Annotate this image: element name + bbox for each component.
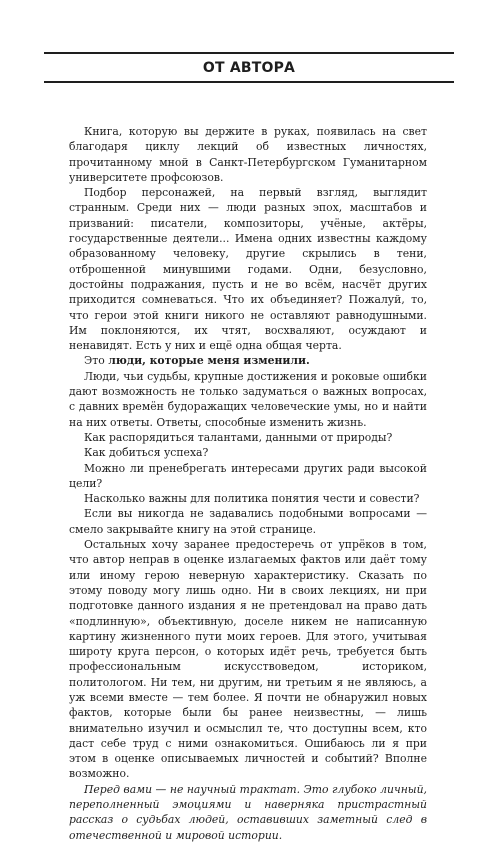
chapter-title: ОТ АВТОРА <box>202 60 296 76</box>
question-talents: Как распорядиться талантами, данными от природы? <box>84 430 393 444</box>
body-text <box>69 124 427 843</box>
paragraph-people: Люди, чьи судьбы, крупные достижения и роковые ошибки дают возможность не только задуматься о важных вопросах, с давних времён будоражащих человеческие умы, но и найти на них ответы. Ответы, способные изменить жизнь. <box>69 369 427 429</box>
common-trait-bold: люди, которые меня изменили. <box>108 354 310 368</box>
paragraph-disclaimer: Остальных хочу заранее предостеречь от упрёков в том, что автор неправ в оценке излагаемых фактов или даёт тому или иному герою неверную характеристику. Сказать по этому поводу могу лишь одно. Ни в своих лекциях, ни при подготовке данного издания я не претендовал на право дать «подлинную», объективную, доселе никем не написанную картину жизненного пути моих героев. Для этого, учитывая широту круга персон, о которых идёт речь, требуется быть профессиональным искусствоведом, историком, политологом. Ни тем, ни другим, ни третьим я не являюсь, а уж всеми вместе — тем более. Я почти не обнаружил новых фактов, которые были бы ранее неизвестны, — лишь внимательно изучил и осмыслил те, что доступны всем, кто даст себе труд с ними ознакомиться. Ошибаюсь ли я при этом в оценке описываемых личностей и событий? Вполне возможно. <box>69 538 427 781</box>
common-trait-prefix: Это <box>84 354 105 368</box>
question-success: Как добиться успеха? <box>84 446 209 460</box>
paragraph-intro: Книга, которую вы держите в руках, появилась на свет благодаря циклу лекций об известных личностях, прочитанному мной в Санкт-Петербургском Гуманитарном университете профсоюзов. <box>69 125 427 184</box>
paragraph-common-trait <box>69 353 427 368</box>
chapter-header <box>44 52 454 83</box>
paragraph-not-treatise: Перед вами — не научный трактат. Это глубоко личный, переполненный эмоциями и наверняка пристрастный рассказ о судьбах людей, оставивших заметный след в отечественной и мировой истории. <box>69 782 427 842</box>
paragraph-characters: Подбор персонажей, на первый взгляд, выглядит странным. Среди них — люди разных эпох, масштабов и призваний: писатели, композиторы, учёные, актёры, государственные деятели... Имена одних известны каждому образованному человеку, другие скрылись в тени, отброшенной минувшими годами. Одни, безусловно, достойны подражания, пусть и не во всём, насчёт других приходится сомневаться. Что их объединяет? Пожалуй, то, что герои этой книги никого не оставляют равнодушными. Им поклоняются, их чтят, восхваляют, осуждают и ненавидят. Есть у них и ещё одна общая черта. <box>69 186 427 353</box>
header-rule-bottom <box>44 81 454 83</box>
question-honor: Насколько важны для политика понятия чести и совести? <box>84 492 420 506</box>
paragraph-close-book: Если вы никогда не задавались подобными вопросами — смело закрывайте книгу на этой странице. <box>69 507 427 536</box>
question-interests: Можно ли пренебрегать интересами других ради высокой цели? <box>69 461 427 490</box>
